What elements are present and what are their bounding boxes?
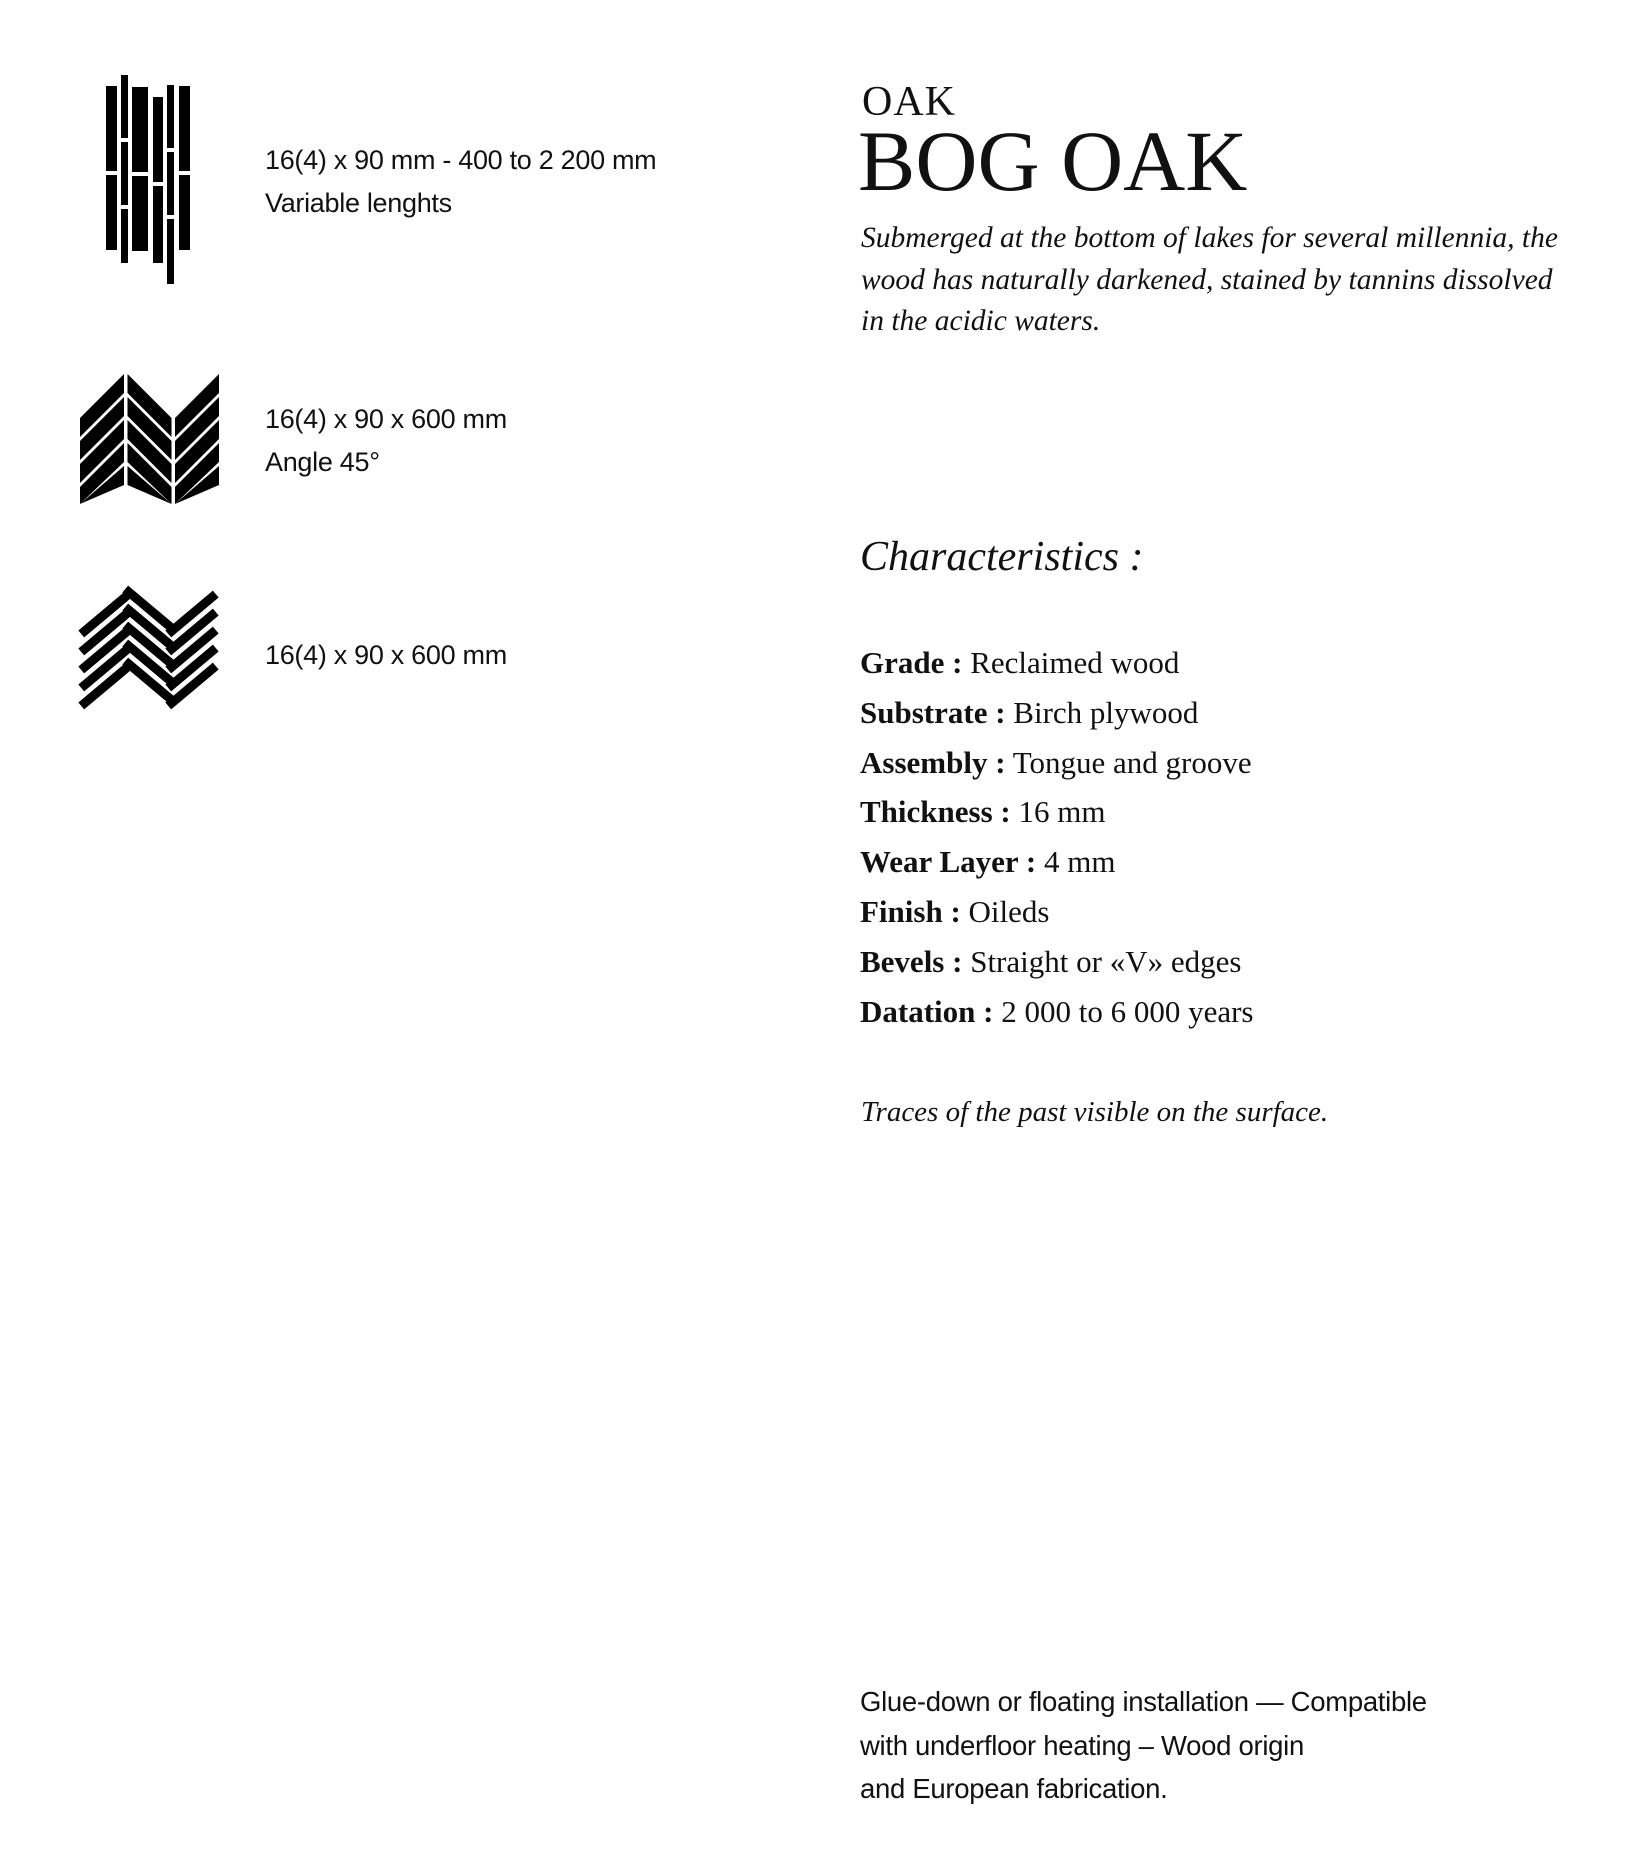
characteristic-value: 16 mm	[1018, 794, 1106, 830]
characteristic-finish	[860, 887, 1254, 937]
characteristic-label: Grade :	[860, 645, 963, 680]
characteristic-value: Straight or «V» edges	[970, 943, 1242, 979]
footer-line: Glue-down or floating installation — Compatible	[860, 1686, 1427, 1717]
characteristic-label: Assembly :	[860, 744, 1006, 780]
characteristic-bevels	[860, 937, 1254, 987]
straight-plank-pattern-icon	[106, 75, 192, 285]
format-note: Variable lenghts	[265, 188, 452, 218]
format-spec-herringbone	[265, 634, 507, 677]
characteristic-label: Bevels :	[860, 943, 963, 979]
format-dimensions: 16(4) x 90 mm - 400 to 2 200 mm	[265, 145, 657, 175]
characteristic-label: Thickness :	[860, 794, 1011, 830]
format-spec-chevron	[265, 398, 507, 484]
characteristic-datation	[860, 987, 1254, 1037]
characteristic-label: Substrate :	[860, 694, 1006, 730]
product-description: Submerged at the bottom of lakes for several millennia, the wood has naturally darkened, stained by tannins dissolved in the acidic waters.	[861, 222, 1558, 337]
characteristic-wear-layer	[860, 837, 1254, 887]
characteristic-substrate	[860, 688, 1254, 738]
characteristic-assembly	[860, 738, 1254, 788]
installation-footer	[860, 1680, 1500, 1811]
characteristic-label: Finish :	[860, 893, 961, 929]
characteristic-value: Reclaimed wood	[970, 645, 1180, 680]
format-dimensions: 16(4) x 90 x 600 mm	[265, 404, 507, 434]
format-dimensions: 16(4) x 90 x 600 mm	[265, 640, 507, 670]
herringbone-pattern-icon	[78, 583, 220, 717]
characteristics-heading: Characteristics :	[860, 534, 1144, 580]
characteristic-value: Birch plywood	[1013, 694, 1199, 730]
characteristic-grade	[860, 638, 1254, 688]
characteristics-list	[860, 638, 1254, 1036]
characteristic-value: Tongue and groove	[1012, 744, 1252, 780]
format-spec-straight	[265, 139, 656, 225]
characteristic-value: Oileds	[968, 893, 1050, 929]
chevron-pattern-icon	[80, 370, 220, 506]
footer-line: with underfloor heating – Wood origin	[860, 1729, 1304, 1761]
format-note: Angle 45°	[265, 447, 380, 477]
characteristic-label: Wear Layer :	[860, 844, 1037, 880]
characteristic-label: Datation :	[860, 993, 994, 1029]
footer-line: and European fabrication.	[860, 1773, 1168, 1804]
product-title: BOG OAK	[858, 113, 1248, 209]
characteristic-value: 2 000 to 6 000 years	[1001, 993, 1254, 1029]
characteristic-thickness	[860, 787, 1254, 837]
characteristic-value: 4 mm	[1043, 844, 1116, 880]
surface-note: Traces of the past visible on the surface.	[861, 1096, 1329, 1128]
product-kicker: OAK	[862, 79, 956, 125]
